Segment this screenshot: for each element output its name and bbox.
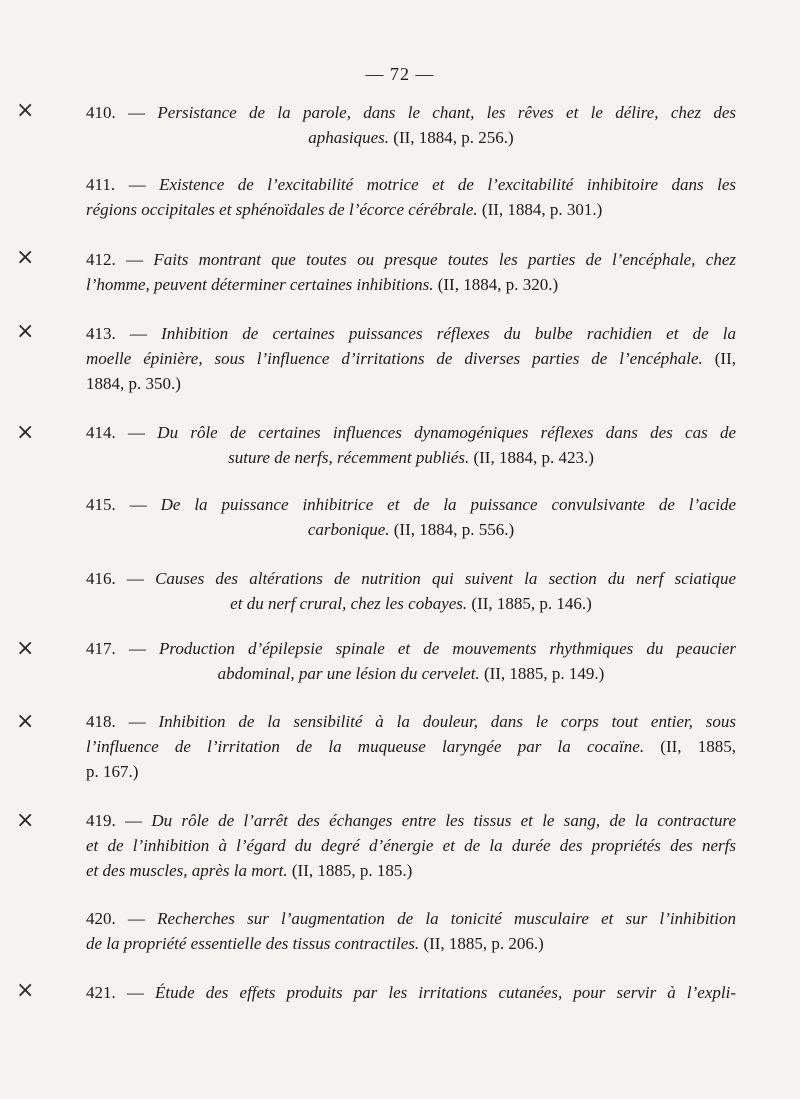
- entry-title-cont: aphasiques.: [308, 128, 390, 147]
- entry-title-cont: l’homme, peuvent déterminer certaines inhibitions.: [86, 275, 434, 294]
- entry-number: 421.: [86, 983, 116, 1002]
- entry-number: 416.: [86, 569, 116, 588]
- entry-number: 410.: [86, 103, 116, 122]
- margin-cross-mark: ×: [16, 98, 35, 123]
- entry-title-cont: et des muscles, après la mort.: [86, 861, 288, 880]
- margin-cross-mark: ×: [16, 319, 35, 344]
- entry-title: Existence de l’excitabilité motrice et de l’excitabilité inhibitoire dans les: [159, 175, 736, 194]
- bibliography-entry-418: [86, 709, 736, 784]
- entry-title-cont: l’influence de l’irritation de la muqueuse laryngée par la cocaïne.: [86, 737, 645, 756]
- page-number: — 72 —: [365, 64, 435, 84]
- entry-number: 414.: [86, 423, 116, 442]
- bibliography-entry-421: [86, 980, 736, 1005]
- entry-number: 412.: [86, 250, 116, 269]
- entry-reference: (II, 1884, p. 256.): [389, 128, 514, 147]
- entry-reference: (II,: [702, 349, 736, 368]
- bibliography-entry-410: [86, 100, 736, 150]
- entry-reference: (II, 1885, p. 185.): [287, 861, 413, 880]
- entry-dash: —: [115, 909, 158, 928]
- entry-dash: —: [115, 250, 154, 269]
- bibliography-entry-413: [86, 321, 736, 396]
- entry-dash: —: [115, 103, 158, 122]
- entry-number: 411.: [86, 175, 116, 194]
- entry-dash: —: [115, 639, 159, 658]
- entry-number: 419.: [86, 811, 116, 830]
- entry-reference: (II, 1885, p. 149.): [479, 664, 605, 683]
- bibliography-entry-420: [86, 906, 736, 956]
- entry-dash: —: [115, 423, 158, 442]
- entry-dash: —: [115, 983, 155, 1002]
- entry-title: Du rôle de l’arrêt des échanges entre les tissus et le sang, de la contracture: [151, 811, 737, 830]
- entry-dash: —: [115, 712, 159, 731]
- entry-title-cont: moelle épinière, sous l’influence d’irritations de diverses parties de l’encéphale.: [86, 349, 703, 368]
- entry-title-cont: régions occipitales et sphénoïdales de l’écorce cérébrale.: [86, 200, 478, 219]
- entry-title-cont: et de l’inhibition à l’égard du degré d’énergie et de la durée des propriétés des nerfs: [86, 836, 736, 855]
- entry-reference: (II, 1884, p. 320.): [433, 275, 559, 294]
- entry-title: Causes des altérations de nutrition qui suivent la section du nerf sciatique: [155, 569, 736, 588]
- entry-title-cont: suture de nerfs, récemment publiés.: [228, 448, 470, 467]
- entry-reference: (II, 1884, p. 556.): [389, 520, 515, 539]
- entry-dash: —: [115, 175, 160, 194]
- entry-title: Inhibition de la sensibilité à la douleur, dans le corps tout entier, sous: [158, 712, 737, 731]
- entry-title: Inhibition de certaines puissances réflexes du bulbe rachidien et de la: [161, 324, 736, 343]
- margin-cross-mark: ×: [16, 709, 35, 734]
- bibliography-entry-411: [86, 172, 736, 222]
- entry-title: De la puissance inhibitrice et de la puissance convulsivante de l’acide: [160, 495, 736, 514]
- bibliography-entry-417: [86, 636, 736, 686]
- entry-dash: —: [115, 324, 162, 343]
- entry-title-cont: et du nerf crural, chez les cobayes.: [230, 594, 468, 613]
- entry-number: 420.: [86, 909, 116, 928]
- entry-dash: —: [115, 569, 156, 588]
- bibliography-entry-415: [86, 492, 736, 542]
- entry-reference: (II, 1885, p. 206.): [419, 934, 544, 953]
- entry-title: Étude des effets produits par les irritations cutanées, pour servir à l’expli-: [154, 983, 736, 1002]
- entry-reference-cont: 1884, p. 350.): [86, 374, 181, 393]
- margin-cross-mark: ×: [16, 978, 35, 1003]
- bibliography-entry-416: [86, 566, 736, 616]
- entry-dash: —: [115, 495, 161, 514]
- entry-reference: (II, 1884, p. 301.): [477, 200, 603, 219]
- bibliography-entry-412: [86, 247, 736, 297]
- entry-title: Production d’épilepsie spinale et de mouvements rhythmiques du peaucier: [158, 639, 737, 658]
- bibliography-entry-414: [86, 420, 736, 470]
- entry-title: Persistance de la parole, dans le chant, les rêves et le délire, chez des: [157, 103, 737, 122]
- entry-title-cont: de la propriété essentielle des tissus contractiles.: [86, 934, 420, 953]
- entry-reference: (II, 1884, p. 423.): [469, 448, 594, 467]
- entry-title-cont: carbonique.: [307, 520, 390, 539]
- margin-cross-mark: ×: [16, 245, 35, 270]
- entry-title-cont: abdominal, par une lésion du cervelet.: [217, 664, 480, 683]
- entry-reference: (II, 1885,: [644, 737, 736, 756]
- margin-cross-mark: ×: [16, 420, 35, 445]
- entry-dash: —: [115, 811, 152, 830]
- entry-title: Faits montrant que toutes ou presque toutes les parties de l’encéphale, chez: [153, 250, 737, 269]
- entry-number: 418.: [86, 712, 116, 731]
- margin-cross-mark: ×: [16, 808, 35, 833]
- entry-number: 417.: [86, 639, 116, 658]
- entry-number: 415.: [86, 495, 116, 514]
- entry-reference-cont: p. 167.): [86, 762, 139, 781]
- entry-number: 413.: [86, 324, 116, 343]
- entry-reference: (II, 1885, p. 146.): [467, 594, 592, 613]
- margin-cross-mark: ×: [16, 636, 35, 661]
- entry-title: Du rôle de certaines influences dynamogéniques réflexes dans des cas de: [157, 423, 737, 442]
- bibliography-entry-419: [86, 808, 736, 883]
- entry-title: Recherches sur l’augmentation de la tonicité musculaire et sur l’inhibition: [157, 909, 736, 928]
